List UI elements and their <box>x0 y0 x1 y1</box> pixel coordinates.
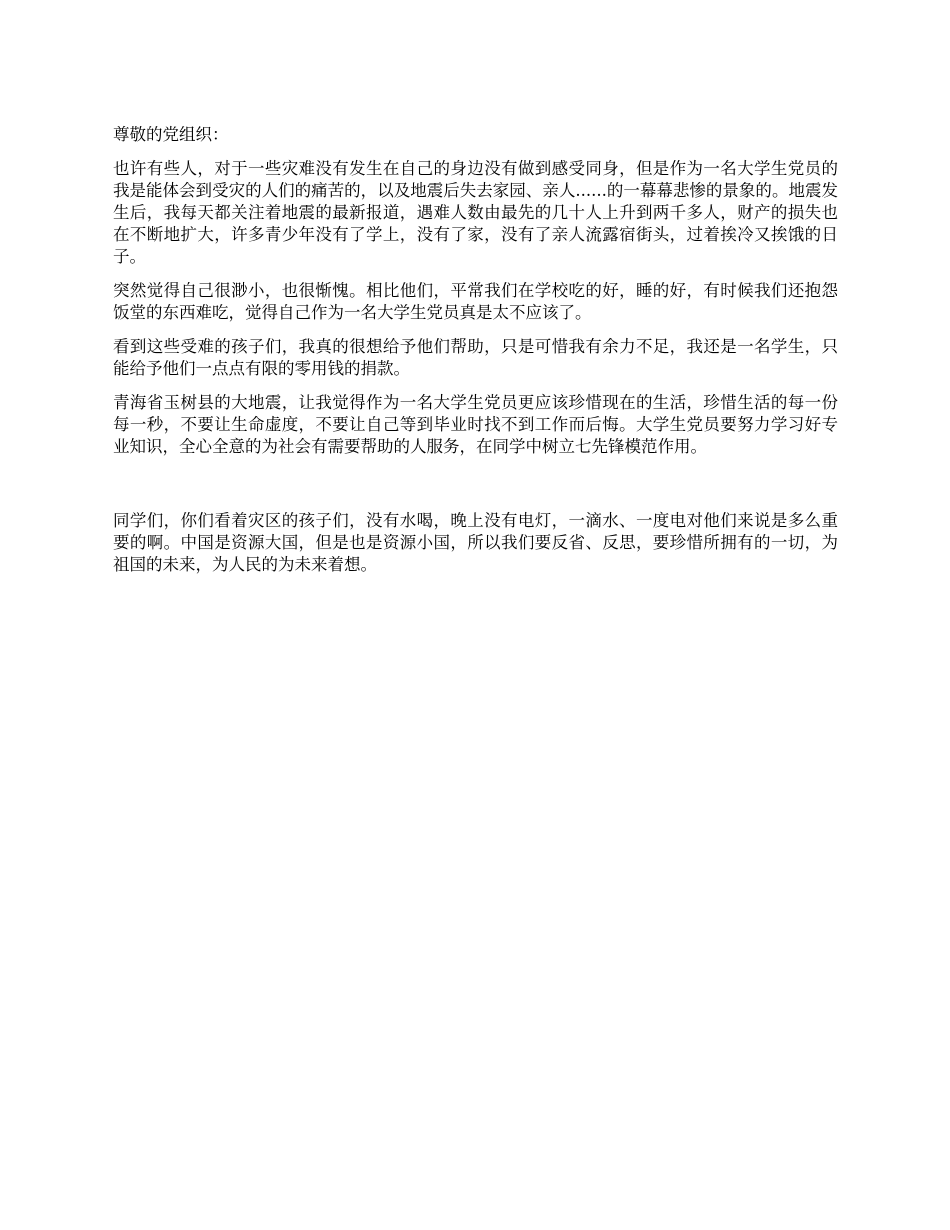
paragraph-donation: 看到这些受难的孩子们，我真的很想给予他们帮助，只是可惜我有余力不足，我还是一名学生，只能给予他们一点点有限的零用钱的捐款。 <box>113 337 838 378</box>
paragraph-closing: 同学们，你们看着灾区的孩子们，没有水喝，晚上没有电灯，一滴水、一度电对他们来说是多么重要的啊。中国是资源大国，但是也是资源小国，所以我们要反省、反思，要珍惜所拥有的一切，为祖国的未来，为人民的为未来着想。 <box>113 511 838 574</box>
paragraph-reflection: 突然觉得自己很渺小，也很惭愧。相比他们，平常我们在学校吃的好，睡的好，有时候我们还抱怨饭堂的东西难吃，觉得自己作为一名大学生党员真是太不应该了。 <box>113 281 838 322</box>
document-body <box>113 124 838 588</box>
paragraph-empathy: 也许有些人，对于一些灾难没有发生在自己的身边没有做到感受同身，但是作为一名大学生党员的我是能体会到受灾的人们的痛苦的，以及地震后失去家园、亲人......的一幕幕悲惨的景象的。地震发生后，我每天都关注着地震的最新报道，遇难人数由最先的几十人上升到两千多人，财产的损失也在不断地扩大，许多青少年没有了学上，没有了家，没有了亲人流露宿街头，过着挨冷又挨饿的日子。 <box>113 159 838 266</box>
salutation: 尊敬的党组织： <box>113 125 229 144</box>
paragraph-gap <box>113 470 838 510</box>
paragraph-resolution: 青海省玉树县的大地震，让我觉得作为一名大学生党员更应该珍惜现在的生活，珍惜生活的每一份每一秒，不要让生命虚度，不要让自己等到毕业时找不到工作而后悔。大学生党员要努力学习好专业知识，全心全意的为社会有需要帮助的人服务，在同学中树立七先锋模范作用。 <box>113 393 838 456</box>
